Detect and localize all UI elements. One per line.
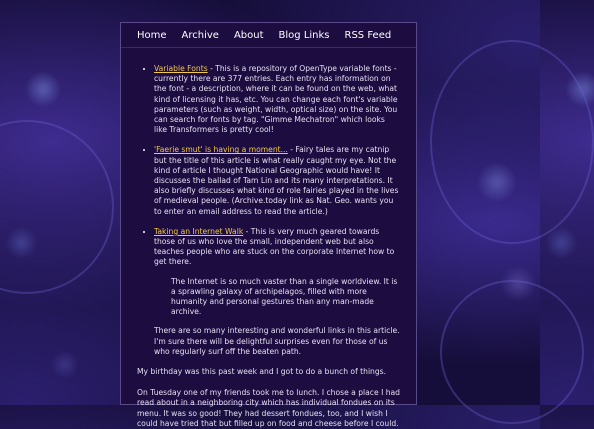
list-item (154, 227, 400, 357)
nav-about-link[interactable]: About (233, 29, 264, 41)
nav-rss-feed-link[interactable]: RSS Feed (344, 29, 392, 41)
nav-archive-link[interactable]: Archive (181, 29, 219, 41)
variable-fonts-link[interactable]: Variable Fonts (154, 64, 208, 73)
blockquote (171, 277, 400, 318)
background-swirl (430, 40, 594, 244)
background-swirl (440, 280, 584, 424)
paragraph-birthday: My birthday was this past week and I got to do a bunch of things. (137, 367, 387, 377)
nav-home-link[interactable]: Home (137, 29, 167, 41)
nav-blog-links-link[interactable]: Blog Links (278, 29, 330, 41)
background-swirl (0, 120, 114, 294)
links-list (137, 64, 400, 357)
quote-text: The Internet is so much vaster than a single worldview. It is a sprawling galaxy of archipelagos, filled with more humanity and personal gestures than any man-made archive. (171, 276, 398, 317)
list-item (154, 64, 400, 135)
link-note: There are so many interesting and wonderful links in this article. I'm sure there will be delightful surprises even for those of us who regularly surf off the beaten path. (154, 326, 400, 356)
link-description: - This is very much geared towards those of us who love the small, independent web but also teaches people who are stuck on the corporate Internet how to get there. (154, 226, 395, 267)
faerie-smut-link[interactable]: 'Faerie smut' is having a moment... (154, 145, 288, 155)
link-description: - Fairy tales are my catnip but the title of this article is what really caught my eye. Not the kind of article I thought National Geographic would have! It discusses the ballad of Tam Lin and its many interpretations. It also briefly discusses what kind of role fairies played in the lives of medieval people. (Archive.today link as Nat. Geo. wants you to enter an email address to read the article.) (154, 145, 399, 216)
post-body (121, 48, 416, 429)
main-nav (121, 23, 416, 48)
list-item (154, 145, 400, 216)
blog-content-panel (120, 22, 417, 428)
paragraph-lunch: On Tuesday one of my friends took me to lunch. I chose a place I had read about in a neighboring city which has individual fondues on its menu. It was so good! They had dessert fondues, too, and I wish I could have tried that but filled up on food and cheese before I could. (137, 388, 401, 428)
link-description: - This is a repository of OpenType variable fonts - currently there are 377 entries. Each entry has information on the font - a description, where it can be found on the web, what kind of licensing it has, etc. You can change each font's variable parameters (such as weight, width, optical size) on the site. You can search for fonts by tag. "Gimme Mechatron" which looks like Transformers is pretty cool! (154, 64, 398, 135)
internet-walk-link[interactable]: Taking an Internet Walk (154, 226, 244, 236)
